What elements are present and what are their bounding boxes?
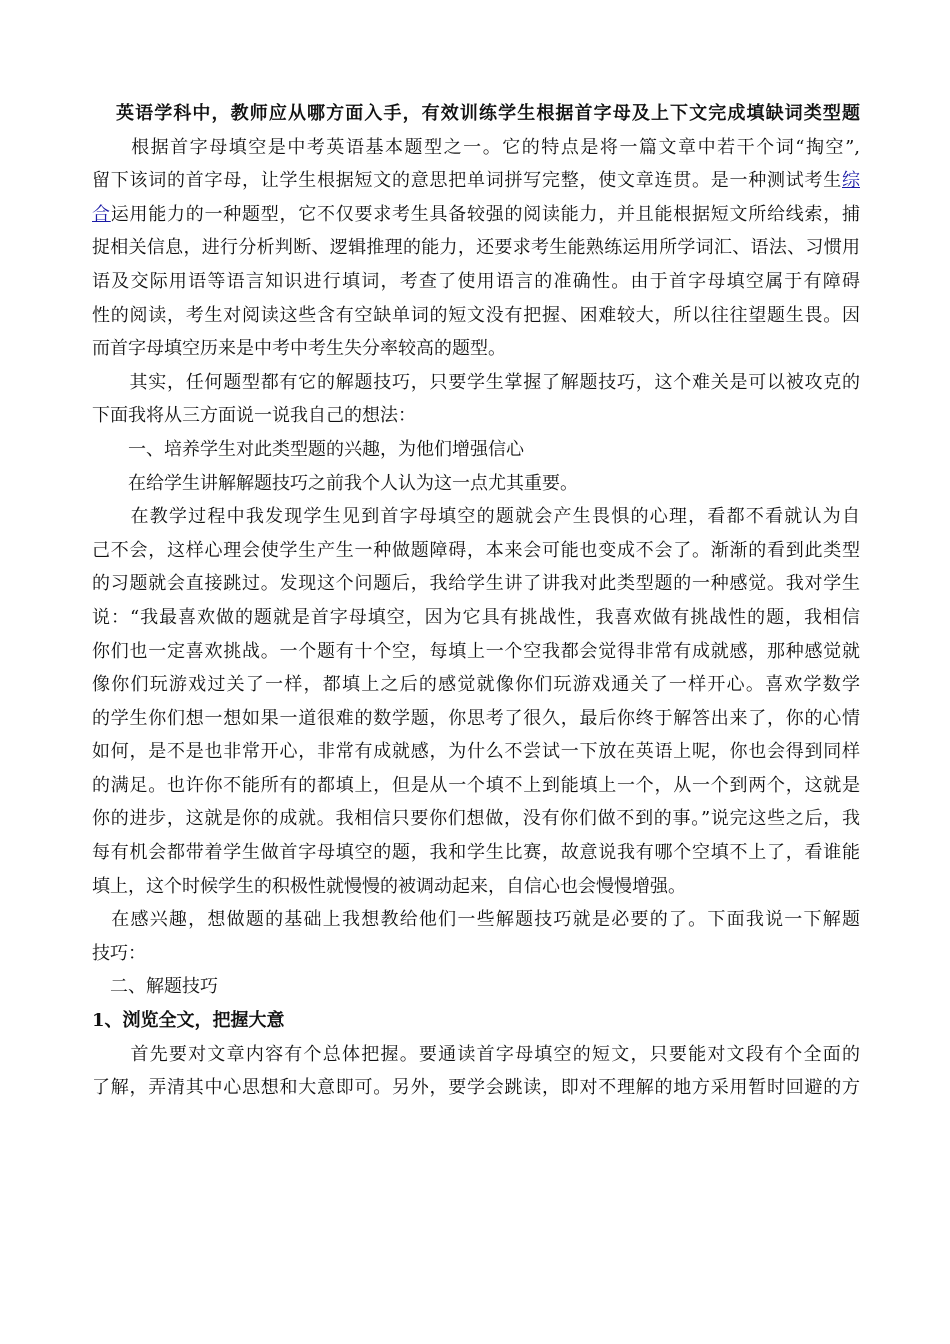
section-heading: 一、培养学生对此类型题的兴趣，为他们增强信心 [92,438,524,460]
paragraph-line: 在给学生讲解解题技巧之前我个人认为这一点尤其重要。 [92,472,578,494]
paragraph-line: 下面我将从三方面说一说我自己的想法： [92,405,416,427]
paragraph-line: 合运用能力的一种题型，它不仅要求考生具备较强的阅读能力，并且能根据短文所给线索，捕 [92,203,860,225]
section-heading: 二、解题技巧 [92,976,218,998]
document-page [92,97,860,1105]
paragraph-line: 的满足。也许你不能所有的都填上，但是从一个填不上到能填上一个，从一个到两个，这就是 [92,774,860,796]
paragraph-line: 己不会，这样心理会使学生产生一种做题障碍，本来会可能也变成不会了。渐渐的看到此类型 [92,539,860,561]
paragraph-line: 如何，是不是也非常开心，非常有成就感，为什么不尝试一下放在英语上呢，你也会得到同样 [92,741,860,763]
paragraph-line: 像你们玩游戏过关了一样，都填上之后的感觉就像你们玩游戏通关了一样开心。喜欢学数学 [92,674,860,696]
paragraph-line: 在感兴趣，想做题的基础上我想教给他们一些解题技巧就是必要的了。下面我说一下解题 [92,909,860,931]
paragraph-line: 技巧： [92,942,146,964]
paragraph-line: 其实，任何题型都有它的解题技巧，只要学生掌握了解题技巧，这个难关是可以被攻克的 [92,371,860,393]
paragraph-line: 填上，这个时候学生的积极性就慢慢的被调动起来，自信心也会慢慢增强。 [92,875,686,897]
paragraph-line: 你的进步，这就是你的成就。我相信只要你们想做，没有你们做不到的事。”说完这些之后，我 [92,808,860,830]
document-title: 英语学科中，教师应从哪方面入手，有效训练学生根据首字母及上下文完成填缺词类型题 [116,103,860,124]
subsection-heading: 1、浏览全文，把握大意 [92,1010,285,1032]
paragraph-line: 性的阅读，考生对阅读这些含有空缺单词的短文没有把握、困难较大，所以往往望题生畏。因 [92,304,860,326]
paragraph-line: 的学生你们想一想如果一道很难的数学题，你思考了很久，最后你终于解答出来了，你的心情 [92,707,860,729]
paragraph-line: 的习题就会直接跳过。发现这个问题后，我给学生讲了讲我对此类型题的一种感觉。我对学生 [92,573,860,595]
paragraph-line: 了解，弄清其中心思想和大意即可。另外，要学会跳读，即对不理解的地方采用暂时回避的方 [92,1077,860,1099]
paragraph-line: 在教学过程中我发现学生见到首字母填空的题就会产生畏惧的心理，看都不看就认为自 [92,506,860,528]
paragraph-line: 根据首字母填空是中考英语基本题型之一。它的特点是将一篇文章中若干个词“掏空”, [92,136,860,158]
paragraph-line: 语及交际用语等语言知识进行填词，考查了使用语言的准确性。由于首字母填空属于有障碍 [92,270,860,292]
paragraph-line: 留下该词的首字母，让学生根据短文的意思把单词拼写完整，使文章连贯。是一种测试考生综 [92,170,860,192]
hyperlink[interactable]: 综 [842,170,860,192]
paragraph-line: 首先要对文章内容有个总体把握。要通读首字母填空的短文，只要能对文段有个全面的 [92,1043,860,1065]
paragraph-line: 而首字母填空历来是中考中考生失分率较高的题型。 [92,338,506,360]
paragraph-line: 你们也一定喜欢挑战。一个题有十个空，每填上一个空我都会觉得非常有成就感，那种感觉就 [92,640,860,662]
paragraph-line: 每有机会都带着学生做首字母填空的题，我和学生比赛，故意说我有哪个空填不上了，看谁能 [92,842,860,864]
paragraph-line: 说：“我最喜欢做的题就是首字母填空，因为它具有挑战性，我喜欢做有挑战性的题，我相信 [92,606,860,628]
paragraph-line: 捉相关信息，进行分析判断、逻辑推理的能力，还要求考生能熟练运用所学词汇、语法、习惯用 [92,237,860,259]
hyperlink[interactable]: 合 [92,203,111,225]
